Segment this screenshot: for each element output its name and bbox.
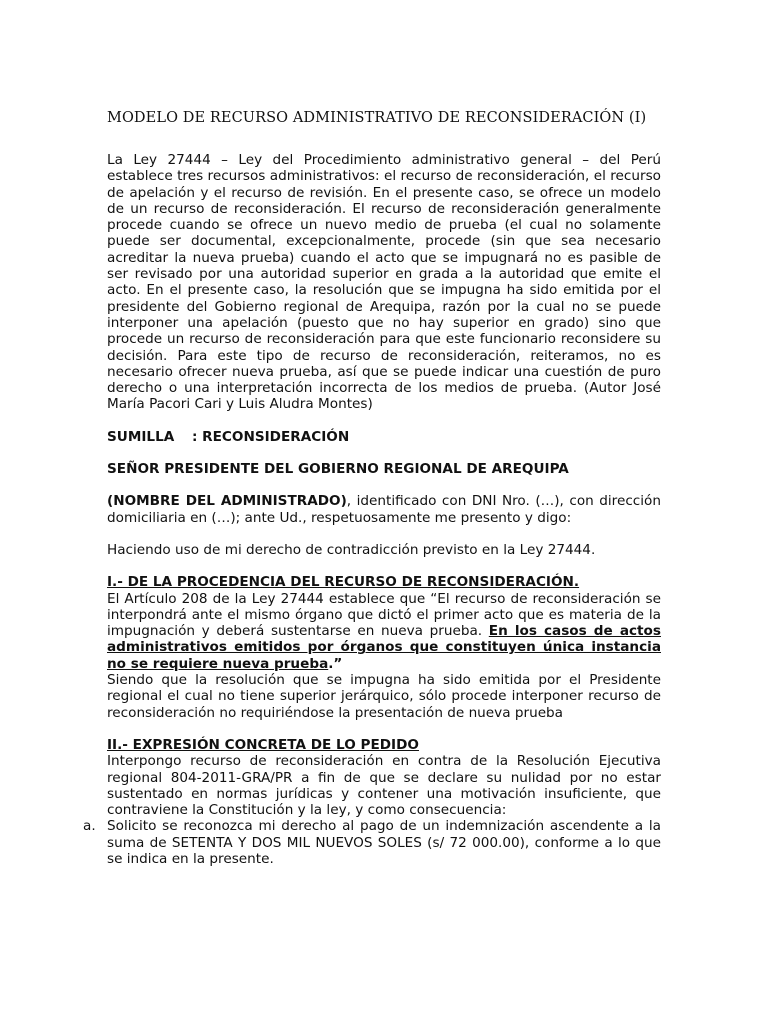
intro-paragraph: La Ley 27444 – Ley del Procedimiento administrativo general – del Perú establece tres recursos administrativos: el recurso de reconsideración, el recurso de apelación y el recurso de revisión. En el presente caso, se ofrece un modelo de un recurso de reconsideración. El recurso de reconsideración generalmente procede cuando se ofrece un nuevo medio de prueba (el cual no solamente puede ser documental, excepcionalmente, procede (sin que sea necesario acreditar la nueva prueba) cuando el acto que se impugnará no es pasible de ser revisado por una autoridad superior en grada a la autoridad que emite el acto. En el presente caso, la resolución que se impugna ha sido emitida por el presidente del Gobierno regional de Arequipa, razón por la cual no se puede interponer una apelación (puesto que no hay superior en grado) sino que procede un recurso de reconsideración para que este funcionario reconsidere su decisión. Para este tipo de recurso de reconsideración, reiteramos, no es necesario ofrecer nueva prueba, así que se puede indicar una cuestión de puro derecho o una interpretación incorrecta de los medios de prueba. (Autor José María Pacori Cari y Luis Aludra Montes) [107, 152, 661, 413]
list-item-text: Solicito se reconozca mi derecho al pago de un indemnización ascendente a la suma de SETENTA Y DOS MIL NUEVOS SOLES (s/ 72 000.00), conforme a lo que se indica en la presente. [107, 818, 661, 867]
sumilla-value: : RECONSIDERACIÓN [192, 428, 350, 445]
sumilla-line [107, 429, 661, 445]
section-1-conclusion: Siendo que la resolución que se impugna ha sido emitida por el Presidente regional el cual no tiene superior jerárquico, sólo procede interponer recurso de reconsideración no requiriéndose la presentación de nueva prueba [107, 672, 661, 721]
identification-paragraph [107, 493, 661, 526]
list-marker: a. [83, 818, 96, 835]
administrado-name: (NOMBRE DEL ADMINISTRADO) [107, 493, 347, 510]
identification-text: , identificado con DNI Nro. (…), con dirección domiciliaria en (…); ante Ud., respetuosamente me presento y digo: [107, 493, 661, 526]
sumilla-label: SUMILLA [107, 428, 175, 445]
document-title: MODELO DE RECURSO ADMINISTRATIVO DE RECONSIDERACIÓN (I) [107, 110, 647, 126]
article-quote-emphasis: En los casos de actos administrativos emitidos por órganos que constituyen única instancia no se requiere nueva prueba [107, 623, 661, 672]
section-1-paragraph [107, 591, 661, 672]
section-2-paragraph: Interpongo recurso de reconsideración en contra de la Resolución Ejecutiva regional 804-2011-GRA/PR a fin de que se declare su nulidad por no estar sustentado en normas jurídicas y contener una motivación insuficiente, que contraviene la Constitución y la ley, y como consecuencia: [107, 753, 661, 819]
list-item [83, 818, 661, 867]
addressee: SEÑOR PRESIDENTE DEL GOBIERNO REGIONAL DE AREQUIPA [107, 461, 569, 478]
article-quote: El Artículo 208 de la Ley 27444 establece que “El recurso de reconsideración se interpondrá ante el mismo órgano que dictó el primer acto que es materia de la impugnación y deberá sustentarse en nueva prueba. [107, 590, 661, 640]
section-1-heading: I.- DE LA PROCEDENCIA DEL RECURSO DE RECONSIDERACIÓN. [107, 574, 580, 591]
section-2-heading: II.- EXPRESIÓN CONCRETA DE LO PEDIDO [107, 736, 419, 753]
opening-paragraph: Haciendo uso de mi derecho de contradicción previsto en la Ley 27444. [107, 541, 596, 558]
article-quote-end: .” [328, 655, 343, 672]
